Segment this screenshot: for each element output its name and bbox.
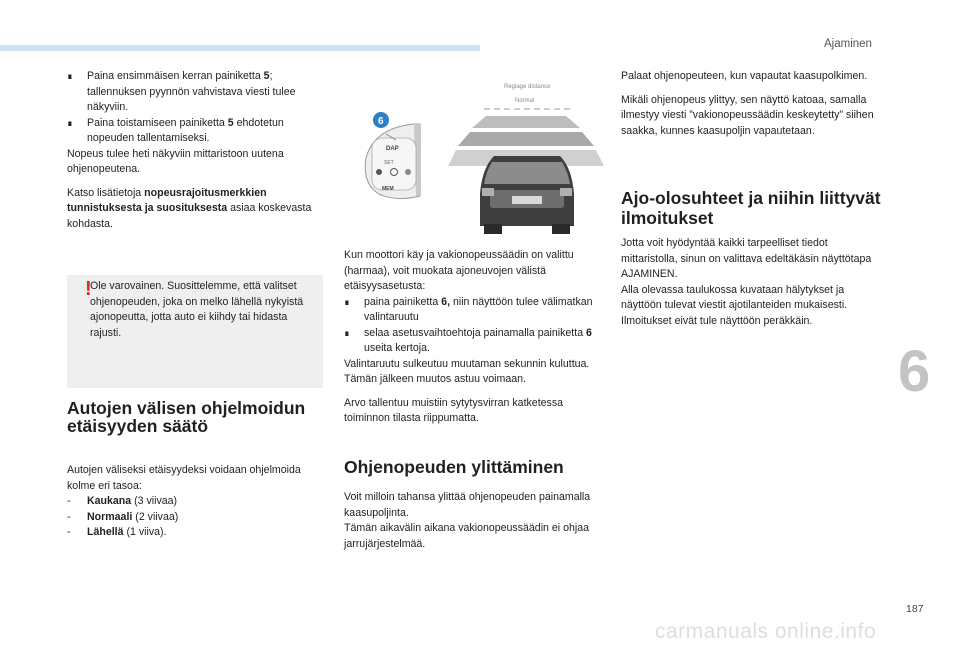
left-column	[67, 69, 325, 240]
page-number: 187	[906, 603, 924, 615]
list-item: - Lähellä (1 viiva).	[67, 526, 167, 538]
paragraph: Palaat ohjenopeuteen, kun vapautat kaasupolkimen.	[621, 70, 868, 82]
paragraph: Arvo tallentuu muistiin sytytysvirran katketessa toiminnon tilasta riippumatta.	[344, 396, 564, 424]
section-title: Ajaminen	[824, 38, 872, 50]
right-column	[621, 69, 883, 147]
warning-icon: !	[85, 278, 92, 300]
paragraph: Jotta voit hyödyntää kaikki tarpeelliset tiedot mittaristolla, sinun on valittava edeltäkäsin näyttötapa AJAMINEN.	[621, 237, 872, 280]
mem-label: MEM	[382, 186, 394, 192]
bullet-arrow-icon: ∎	[344, 327, 350, 338]
watermark: carmanuals online.info	[655, 620, 877, 643]
list-item: ∎ Paina toistamiseen painiketta 5 ehdotetun nopeuden tallentamiseksi.	[67, 116, 325, 147]
set-label: SET	[384, 160, 394, 166]
paragraph: Tämän jälkeen muutos astuu voimaan.	[344, 373, 526, 385]
paragraph: Katso lisätietoja nopeusrajoitusmerkkien tunnistuksesta ja suosituksesta asiaa koskevasta kohdasta.	[67, 186, 312, 230]
paragraph: Autojen väliseksi etäisyydeksi voidaan ohjelmoida kolme eri tasoa:	[67, 464, 301, 492]
dap-label: DAP	[386, 146, 399, 152]
distance-display	[448, 78, 604, 234]
list-item: - Kaukana (3 viivaa)	[67, 495, 178, 507]
header-accent-bar	[0, 45, 480, 51]
cruise-control-illustration	[344, 76, 604, 241]
paragraph: Alla olevassa taulukossa kuvataan hälytykset ja näyttöön tulevat viestit ajotilanteiden mukaisesti.	[621, 283, 848, 311]
bullet-arrow-icon: ∎	[67, 71, 73, 81]
chapter-number: 6	[898, 339, 931, 404]
paragraph: Voit milloin tahansa ylittää ohjenopeuden painamalla kaasupoljinta.	[344, 491, 591, 519]
bullet-arrow-icon: ∎	[67, 117, 73, 128]
warning-text: Ole varovainen. Suosittelemme, että valitset ohjenopeuden, joka on melko lähellä nykyistä ajonopeutta, jotta auto ei kiihdy tai hidasta rajusti.	[90, 280, 304, 339]
paragraph: Valintaruutu sulkeutuu muutaman sekunnin kuluttua.	[344, 357, 590, 370]
overspeed-text	[344, 490, 606, 560]
right-column-lower	[621, 236, 883, 337]
middle-column	[344, 248, 606, 435]
paragraph: Ilmoitukset eivät tule näyttöön peräkkäin.	[621, 314, 813, 327]
bullet-arrow-icon: ∎	[344, 296, 350, 307]
screen-option: Normal	[515, 98, 535, 104]
paragraph: Nopeus tulee heti näkyviin mittaristoon uutena ohjenopeutena.	[67, 147, 284, 175]
paragraph: Kun moottori käy ja vakionopeussäädin on valittu (harmaa), voit muokata ajoneuvojen välistä etäisyysasetusta:	[344, 249, 574, 292]
heading-overspeed: Ohjenopeuden ylittäminen	[344, 457, 564, 477]
distance-options	[67, 463, 325, 541]
list-item: - Normaali (2 viivaa)	[67, 510, 179, 523]
paragraph: Tämän aikavälin aikana vakionopeussäädin ei ohjaa jarrujärjestelmää.	[344, 522, 589, 550]
list-item: ∎ paina painiketta 6, niin näyttöön tulee välimatkan valintaruutu	[344, 295, 606, 326]
paragraph: Mikäli ohjenopeus ylittyy, sen näyttö katoaa, samalla ilmestyy viesti ”vakionopeussäädin keskeytetty” siihen saakka, kunnes kaasupoljin vapautetaan.	[621, 93, 874, 137]
steering-control	[365, 124, 420, 199]
heading-distance: Autojen välisen ohjelmoidun etäisyyden säätö	[67, 398, 306, 436]
heading-driving-conditions: Ajo-olosuhteet ja niihin liittyvät ilmoitukset	[621, 188, 881, 228]
list-item: ∎ Paina ensimmäisen kerran painiketta 5; tallennuksen pyynnön vahvistava viesti tulee näkyviin.	[67, 69, 325, 116]
callout-badge-label: 6	[378, 116, 384, 127]
list-item: ∎ selaa asetusvaihtoehtoja painamalla painiketta 6 useita kertoja.	[344, 326, 606, 357]
screen-title: Réglage distance	[504, 84, 551, 90]
